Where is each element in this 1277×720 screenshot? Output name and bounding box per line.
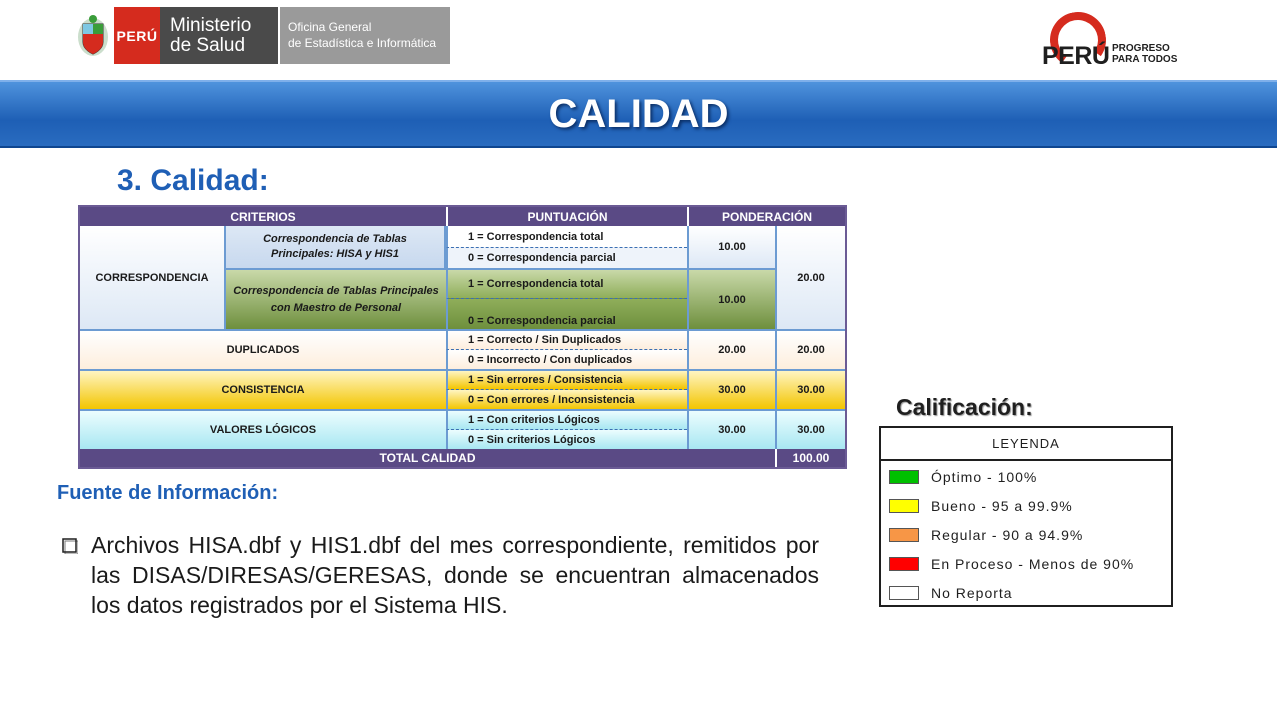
dup-pb: 0 = Incorrecto / Con duplicados: [446, 349, 687, 369]
corr-p1a: 1 = Correspondencia total: [446, 226, 687, 247]
coat-of-arms-icon: [72, 7, 114, 64]
val-w: 30.00: [775, 409, 845, 449]
minsa-line1: Ministerio: [170, 15, 252, 36]
ppt-line2: PARA TODOS: [1112, 54, 1178, 65]
ppt-slogan: [1112, 43, 1177, 65]
legend-label: No Reporta: [931, 585, 1013, 601]
corr-p2b: 0 = Correspondencia parcial: [446, 298, 687, 329]
legend-swatch: [889, 470, 919, 484]
fuente-title: Fuente de Información:: [57, 482, 279, 504]
row-consistencia: CONSISTENCIA: [80, 369, 446, 409]
legend-item: [889, 554, 1134, 574]
legend-item: [889, 496, 1073, 516]
fuente-text: Archivos HISA.dbf y HIS1.dbf del mes correspondiente, remitidos por las DISAS/DIRESAS/GERESAS, donde se encuentran almacenados los datos registrados por el Sistema HIS.: [91, 532, 819, 618]
legend-title: LEYENDA: [881, 428, 1171, 461]
peru-progreso-logo: [1040, 12, 1185, 68]
row-valores-logicos: VALORES LÓGICOS: [80, 409, 446, 449]
legend-swatch: [889, 557, 919, 571]
legend-label: Óptimo - 100%: [931, 469, 1038, 485]
correspondencia-sub1: Correspondencia de Tablas Principales: HISA y HIS1: [226, 226, 446, 268]
cons-pa: 1 = Sin errores / Consistencia: [446, 369, 687, 389]
dup-v: 20.00: [687, 329, 775, 369]
header-criterios: CRITERIOS: [80, 207, 446, 226]
criteria-table: [78, 205, 847, 469]
minsa-logo: [72, 7, 450, 64]
ogei-name: [278, 7, 450, 64]
legend-swatch: [889, 528, 919, 542]
legend-swatch: [889, 586, 919, 600]
corr-p1b: 0 = Correspondencia parcial: [446, 247, 687, 268]
legend-item: [889, 467, 1037, 487]
section-subtitle: 3. Calidad:: [117, 164, 269, 197]
total-label: TOTAL CALIDAD: [80, 449, 775, 467]
calificacion-title: Calificación:: [896, 394, 1033, 420]
legend-box: [879, 426, 1173, 607]
legend-label: Bueno - 95 a 99.9%: [931, 498, 1073, 514]
val-v: 30.00: [687, 409, 775, 449]
banner-title: CALIDAD: [548, 92, 729, 136]
dup-w: 20.00: [775, 329, 845, 369]
ppt-line1: PROGRESO: [1112, 43, 1170, 54]
checkbox-bullet-icon: [62, 538, 78, 559]
corr-total: 20.00: [775, 226, 845, 329]
minsa-name: [160, 7, 278, 64]
header-ponderacion: PONDERACIÓN: [687, 207, 845, 226]
total-value: 100.00: [775, 449, 845, 467]
minsa-line2: de Salud: [170, 35, 246, 56]
corr-v1: 10.00: [687, 226, 775, 268]
correspondencia-sub2: Correspondencia de Tablas Principales con Maestro de Personal: [226, 268, 446, 329]
header-puntuacion: PUNTUACIÓN: [446, 207, 687, 226]
ogei-line1: Oficina General: [288, 20, 372, 34]
title-banner: [0, 80, 1277, 148]
ogei-line2: de Estadística e Informática: [288, 36, 437, 50]
corr-v2: 10.00: [687, 268, 775, 329]
legend-label: Regular - 90 a 94.9%: [931, 527, 1084, 543]
cons-pb: 0 = Con errores / Inconsistencia: [446, 389, 687, 409]
dup-pa: 1 = Correcto / Sin Duplicados: [446, 329, 687, 349]
legend-label: En Proceso - Menos de 90%: [931, 556, 1135, 572]
cons-w: 30.00: [775, 369, 845, 409]
cons-v: 30.00: [687, 369, 775, 409]
legend-item: [889, 525, 1083, 545]
minsa-peru-label: PERÚ: [114, 7, 160, 64]
corr-p2a: 1 = Correspondencia total: [446, 268, 687, 298]
row-duplicados: DUPLICADOS: [80, 329, 446, 369]
legend-item: [889, 583, 1013, 603]
val-pa: 1 = Con criterios Lógicos: [446, 409, 687, 429]
row-correspondencia: CORRESPONDENCIA: [80, 226, 226, 329]
ppt-peru: PERÚ: [1042, 42, 1110, 70]
val-pb: 0 = Sin criterios Lógicos: [446, 429, 687, 449]
legend-swatch: [889, 499, 919, 513]
